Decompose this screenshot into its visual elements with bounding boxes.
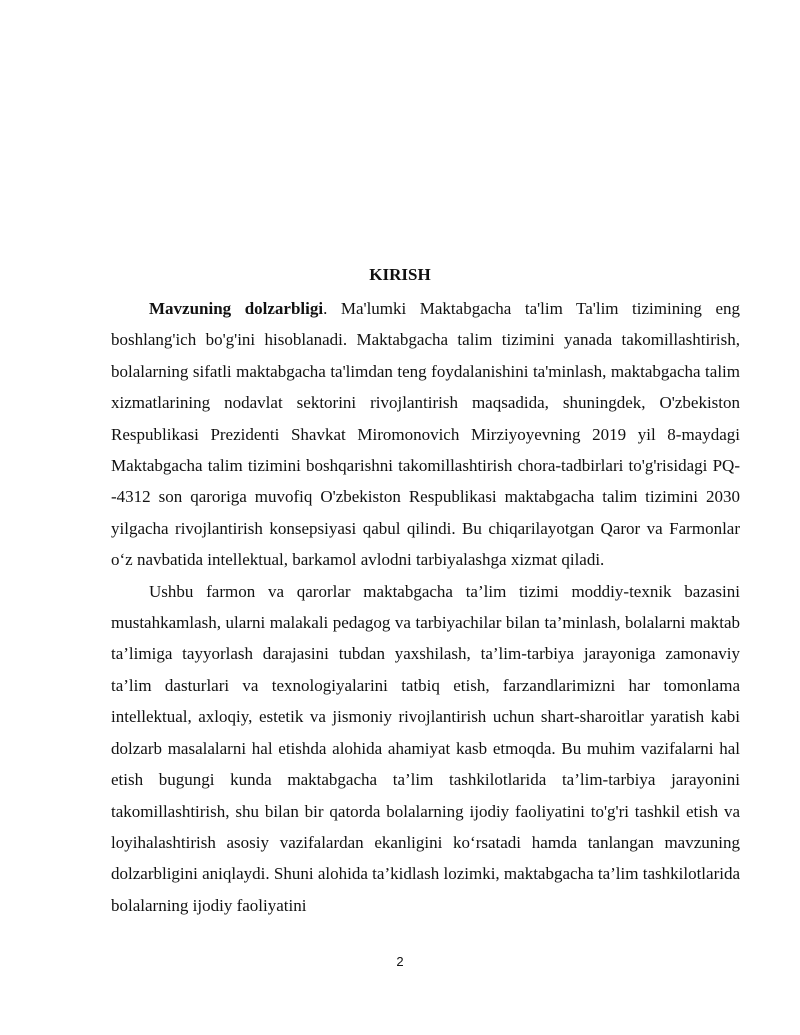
body-text (111, 293, 740, 921)
paragraph-lead-term: Mavzuning dolzarbligi (149, 299, 324, 318)
section-heading: KIRISH (369, 265, 431, 284)
paragraph-relevance (111, 293, 740, 576)
page-number: 2 (396, 954, 404, 969)
paragraph-decrees: Ushbu farmon va qarorlar maktabgacha ta’lim tizimi moddiy-texnik bazasini mustahkamlash, ularni malakali pedagog va tarbiyachilar bilan ta’minlash, bolalarni maktab ta’limiga tayyorlash darajasini tubdan yaxshilash, ta’lim-tarbiya jarayoniga zamonaviy ta’lim dasturlari va texnologiyalarini tatbiq etish, farzandlarimizni har tomonlama intellektual, axloqiy, estetik va jismoniy rivojlantirish uchun shart-sharoitlar yaratish kabi dolzarb masalalarni hal etishda alohida ahamiyat kasb etmoqda. Bu muhim vazifalarni hal etish bugungi kunda maktabgacha ta’lim tashkilotlarida ta’lim-tarbiya jarayonini takomillashtirish, shu bilan bir qatorda bolalarning ijodiy faoliyatini to'g'ri tashkil etish va loyihalashtirish asosiy vazifalardan ekanligini ko‘rsatadi hamda tanlangan mavzuning dolzarbligini aniqlaydi. Shuni alohida ta’kidlash lozimki, maktabgacha ta’lim tashkilotlarida bolalarning ijodiy faoliyatini (111, 581, 740, 915)
paragraph-relevance-text: . Ma'lumki Maktabgacha ta'lim Ta'lim tizimining eng boshlang'ich bo'g'ini hisoblanadi. Maktabgacha talim tizimini yanada takomillashtirish, bolalarning sifatli maktabgacha ta'limdan teng foydalanishini ta'minlash, maktabgacha talim xizmatlarining nodavlat sektorini rivojlantirish maqsadida, shuningdek, O'zbekiston Respublikasi Prezidenti Shavkat Miromonovich Mirziyoyevning 2019 yil 8-maydagi Maktabgacha talim tizimini boshqarishni takomillashtirish chora-tadbirlari to'g'risidagi PQ--4312 son qaroriga muvofiq O'zbekiston Respublikasi maktabgacha talim tizimini 2030 yilgacha rivojlantirish konsepsiyasi qabul qilindi. Bu chiqarilayotgan Qaror va Farmonlar o‘z navbatida intellektual, barkamol avlodni tarbiyalashga xizmat qiladi. (111, 299, 740, 570)
